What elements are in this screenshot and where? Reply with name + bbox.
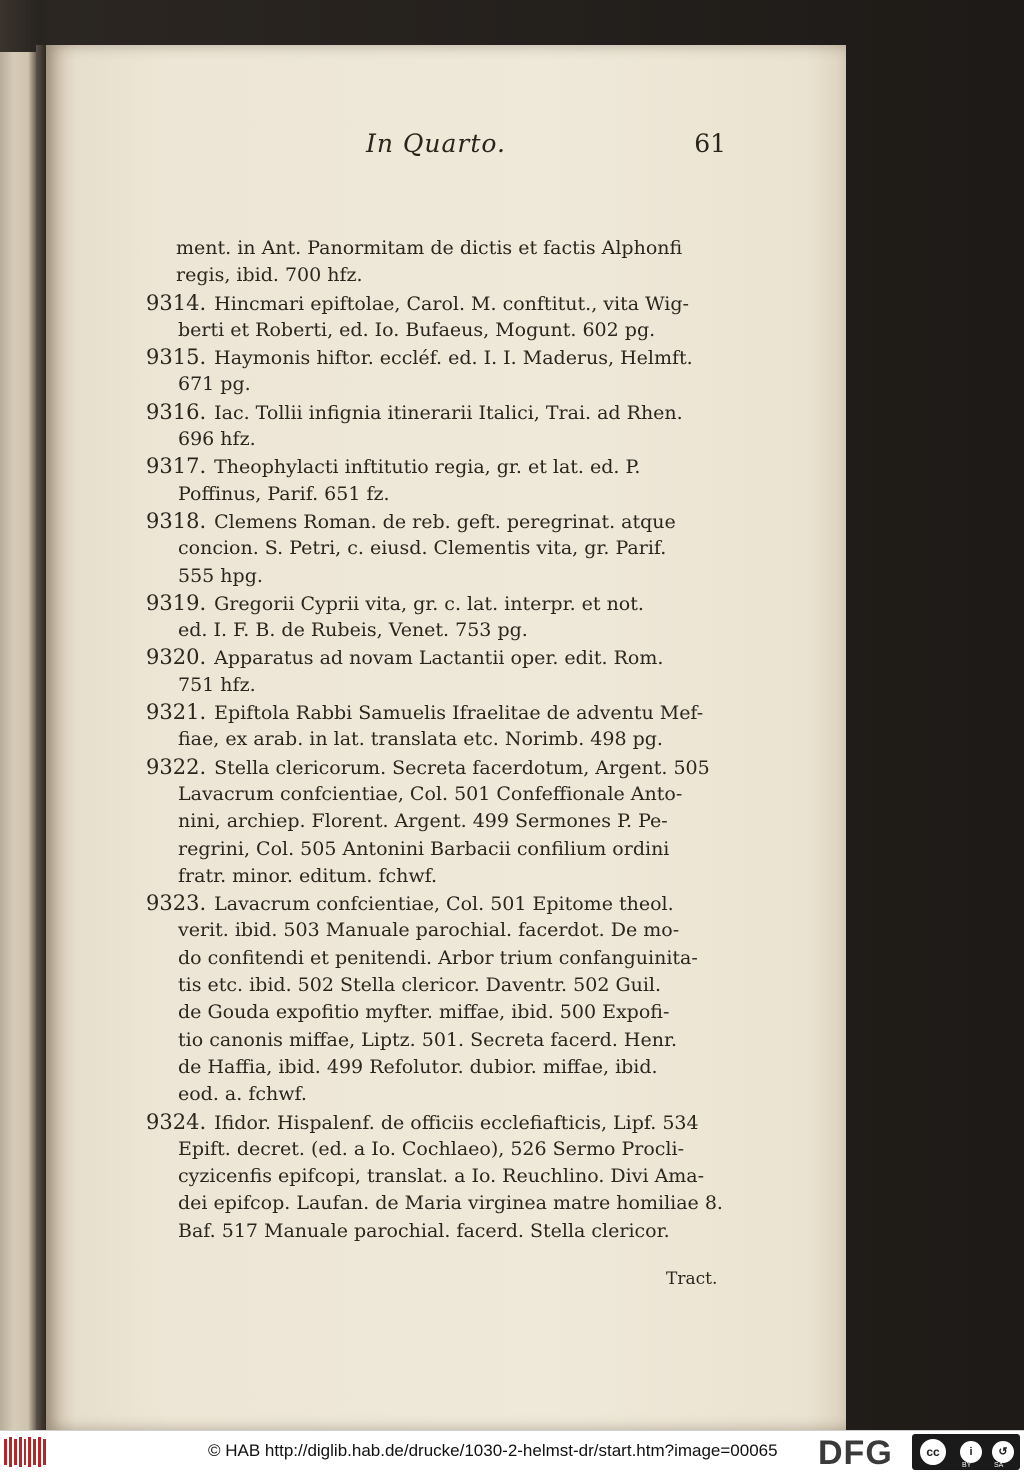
page-header <box>366 129 726 169</box>
line-text: Theophylacti inftitutio regia, gr. et lat. ed. P. <box>214 456 641 479</box>
entry-number: 9321. <box>146 700 207 725</box>
dfg-logo: DFG <box>818 1434 893 1472</box>
by-attribution-icon: i <box>958 1439 984 1465</box>
line-text: berti et Roberti, ed. Io. Bufaeus, Mogunt. 602 pg. <box>178 318 656 341</box>
entry-number: 9317. <box>146 454 207 479</box>
line-text: tis etc. ibid. 502 Stella clericor. Daventr. 502 Guil. <box>178 974 662 997</box>
text-line <box>146 508 746 535</box>
text-line <box>146 972 746 999</box>
entry-number: 9320. <box>146 645 207 670</box>
line-text: Epiftola Rabbi Samuelis Ifraelitae de adventu Mef- <box>214 702 704 725</box>
line-text: Baf. 517 Manuale parochial. facerd. Stella clericor. <box>178 1219 670 1242</box>
line-text: de Gouda expofitio myfter. miffae, ibid. 500 Expofi- <box>178 1001 670 1024</box>
text-line <box>146 699 746 726</box>
text-line <box>146 1081 746 1108</box>
gutter-shadow <box>36 45 46 1430</box>
text-line <box>146 453 746 480</box>
line-text: nini, archiep. Florent. Argent. 499 Sermones P. Pe- <box>178 810 668 833</box>
cc-license-badge[interactable] <box>912 1434 1020 1470</box>
text-line <box>146 563 746 590</box>
entry-number: 9324. <box>146 1109 207 1134</box>
line-text: fiae, ex arab. in lat. translata etc. Norimb. 498 pg. <box>178 728 663 751</box>
text-line <box>146 481 746 508</box>
text-line <box>146 999 746 1026</box>
line-text: eod. a. fchwf. <box>178 1083 307 1106</box>
text-line <box>146 945 746 972</box>
entry-number: 9319. <box>146 590 207 615</box>
text-line <box>146 1136 746 1163</box>
text-line <box>146 371 746 398</box>
text-line <box>146 590 746 617</box>
text-line <box>146 317 746 344</box>
entry-number: 9322. <box>146 754 207 779</box>
line-text: Gregorii Cyprii vita, gr. c. lat. interpr. et not. <box>214 592 644 615</box>
text-line <box>146 1163 746 1190</box>
text-line <box>146 672 746 699</box>
text-line <box>146 399 746 426</box>
line-text: de Haffia, ibid. 499 Refolutor. dubior. miffae, ibid. <box>178 1055 658 1078</box>
running-title: In Quarto. <box>366 129 506 158</box>
text-line <box>146 754 746 781</box>
text-line <box>146 535 746 562</box>
text-line <box>146 890 746 917</box>
copyright-link[interactable]: © HAB http://diglib.hab.de/drucke/1030-2-helmst-dr/start.htm?image=00065 <box>208 1441 778 1460</box>
catalogue-text <box>146 235 746 1245</box>
entry-number: 9316. <box>146 399 207 424</box>
line-text: 671 pg. <box>178 373 251 396</box>
line-text: Epift. decret. (ed. a Io. Cochlaeo), 526 Sermo Procli- <box>178 1137 684 1160</box>
share-alike-icon: ↺ <box>990 1439 1016 1465</box>
line-text: Hincmari epiftolae, Carol. M. conftitut., vita Wig- <box>214 292 689 315</box>
line-text: cyzicenfis epifcopi, translat. a Io. Reuchlino. Divi Ama- <box>178 1165 705 1188</box>
line-text: Iac. Tollii infignia itinerarii Italici, Trai. ad Rhen. <box>214 401 683 424</box>
left-page-edge <box>0 52 36 1430</box>
line-text: 696 hfz. <box>178 428 256 451</box>
entry-number: 9323. <box>146 891 207 916</box>
cc-icon: cc <box>918 1437 948 1467</box>
line-text: concion. S. Petri, c. eiusd. Clementis vita, gr. Parif. <box>178 537 667 560</box>
text-line <box>146 781 746 808</box>
line-text: dei epifcop. Laufan. de Maria virginea matre homiliae 8. <box>178 1192 723 1215</box>
line-text: fratr. minor. editum. fchwf. <box>178 864 438 887</box>
line-text: ment. in Ant. Panormitam de dictis et factis Alphonfi <box>176 237 683 259</box>
cc-by-label: BY <box>962 1462 972 1469</box>
text-line <box>146 290 746 317</box>
text-line <box>146 1109 746 1136</box>
text-line <box>146 836 746 863</box>
line-text: Haymonis hiftor. eccléf. ed. I. I. Maderus, Helmft. <box>214 347 693 370</box>
line-text: 555 hpg. <box>178 564 263 587</box>
text-line <box>146 235 746 262</box>
entry-number: 9318. <box>146 508 207 533</box>
line-text: Stella clericorum. Secreta facerdotum, Argent. 505 <box>214 756 710 779</box>
text-line <box>146 863 746 890</box>
text-line <box>146 344 746 371</box>
line-text: Lavacrum confcientiae, Col. 501 Epitome theol. <box>214 893 674 916</box>
viewer-footer <box>0 1430 1024 1474</box>
line-text: Clemens Roman. de reb. geft. peregrinat. atque <box>214 510 676 533</box>
line-text: Lavacrum confcientiae, Col. 501 Confeffionale Anto- <box>178 782 683 805</box>
book-page <box>46 45 846 1430</box>
entry-number: 9314. <box>146 290 207 315</box>
text-line <box>146 1054 746 1081</box>
hab-logo-icon <box>4 1437 46 1467</box>
line-text: regrini, Col. 505 Antonini Barbacii confilium ordini <box>178 837 670 860</box>
text-line <box>146 262 746 289</box>
text-line <box>146 426 746 453</box>
text-line <box>146 644 746 671</box>
text-line <box>146 917 746 944</box>
entry-number: 9315. <box>146 345 207 370</box>
text-line <box>146 1218 746 1245</box>
cc-sa-label: SA <box>994 1462 1004 1469</box>
line-text: Ifidor. Hispalenf. de officiis ecclefiafticis, Lipf. 534 <box>214 1111 699 1134</box>
line-text: do confitendi et penitendi. Arbor trium confanguinita- <box>178 946 698 969</box>
line-text: tio canonis miffae, Liptz. 501. Secreta facerd. Henr. <box>178 1028 677 1051</box>
text-line <box>146 617 746 644</box>
line-text: verit. ibid. 503 Manuale parochial. facerdot. De mo- <box>178 919 680 942</box>
text-line <box>146 808 746 835</box>
line-text: 751 hfz. <box>178 673 256 696</box>
line-text: regis, ibid. 700 hfz. <box>176 264 363 287</box>
line-text: Apparatus ad novam Lactantii oper. edit. Rom. <box>214 647 664 670</box>
text-line <box>146 1190 746 1217</box>
text-line <box>146 1027 746 1054</box>
line-text: ed. I. F. B. de Rubeis, Venet. 753 pg. <box>178 619 528 642</box>
catchword: Tract. <box>666 1269 718 1289</box>
text-line <box>146 726 746 753</box>
line-text: Poffinus, Parif. 651 fz. <box>178 482 390 505</box>
page-number: 61 <box>694 129 726 158</box>
